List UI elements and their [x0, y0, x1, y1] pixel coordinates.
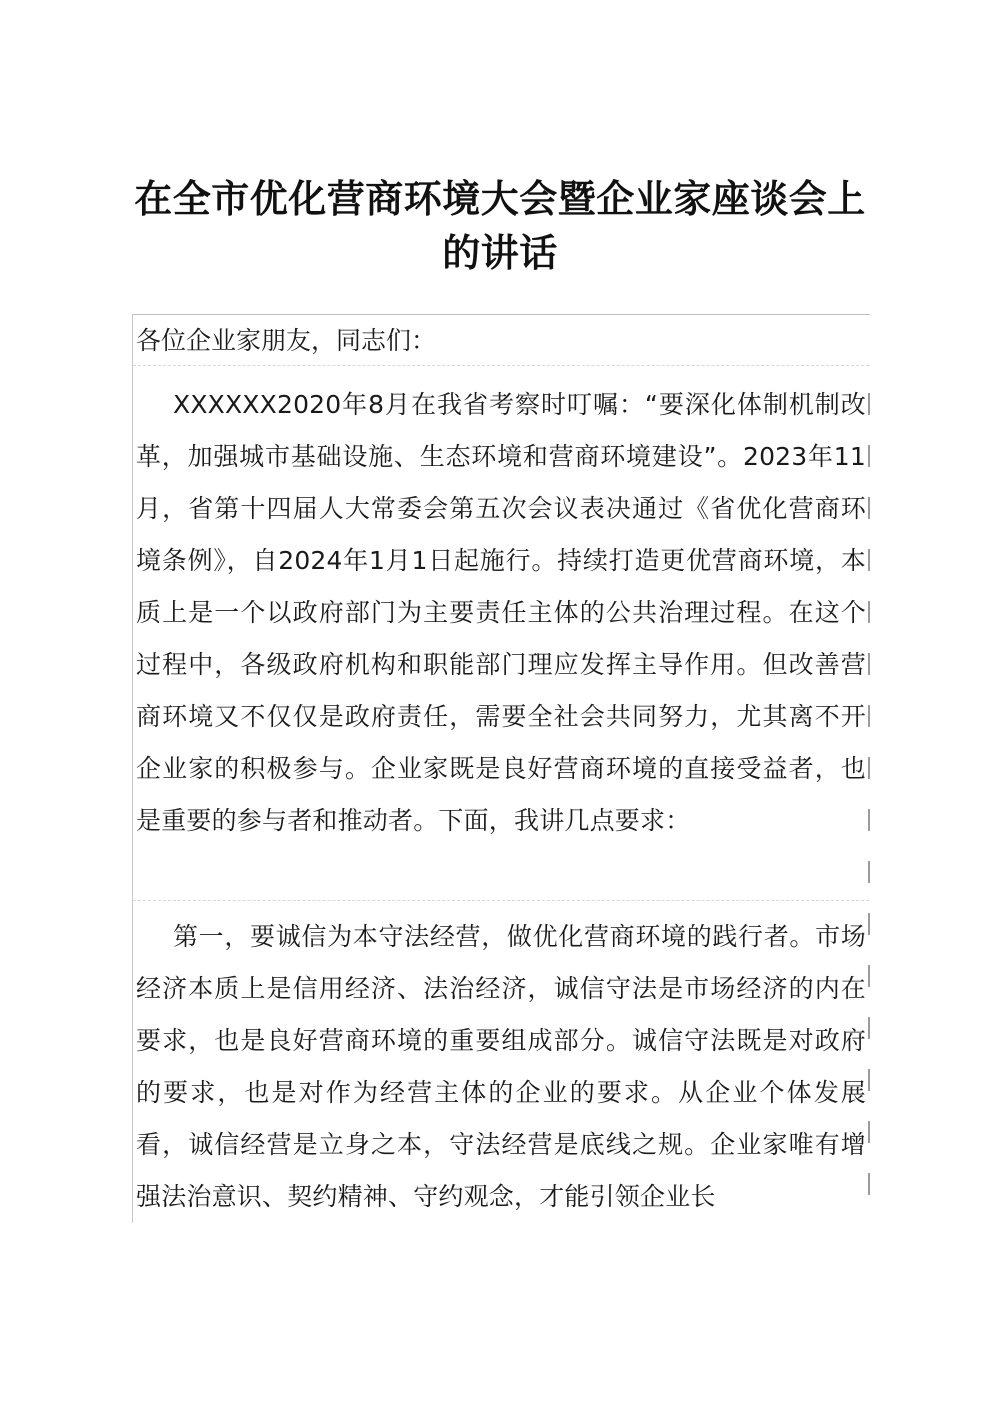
body-paragraph-1: XXXXXX2020年8月在我省考察时叮嘱：“要深化体制机制改革，加强城市基础设施、生态环境和营商环境建设”。2023年11月，省第十四届人大常委会第五次会议表决通过《省优化营商环境条例》，自2024年1月1日起施行。持续打造更优营商环境，本质上是一个以政府部门为主要责任主体的公共治理过程。在这个过程中，各级政府机构和职能部门理应发挥主导作用。但改善营商环境又不仅仅是政府责任，需要全社会共同努力，尤其离不开企业家的积极参与。企业家既是良好营商环境的直接受益者，也是重要的参与者和推动者。下面，我讲几点要求：	[136, 390, 866, 835]
text-frame	[132, 314, 870, 1223]
paragraph-separator	[133, 365, 869, 366]
document-title: 在全市优化营商环境大会暨企业家座谈会上的讲话	[134, 177, 866, 275]
paragraph-separator	[133, 900, 869, 901]
right-margin-marks	[868, 371, 870, 1223]
body-paragraph-2: 第一，要诚信为本守法经营，做优化营商环境的践行者。市场经济本质上是信用经济、法治经济，诚信守法是市场经济的内在要求，也是良好营商环境的重要组成部分。诚信守法既是对政府的要求，也是对作为经营主体的企业的要求。从企业个体发展看，诚信经营是立身之本，守法经营是底线之规。企业家唯有增强法治意识、契约精神、守约观念，才能引领企业长	[136, 922, 866, 1211]
greeting-line: 各位企业家朋友，同志们：	[136, 326, 437, 355]
